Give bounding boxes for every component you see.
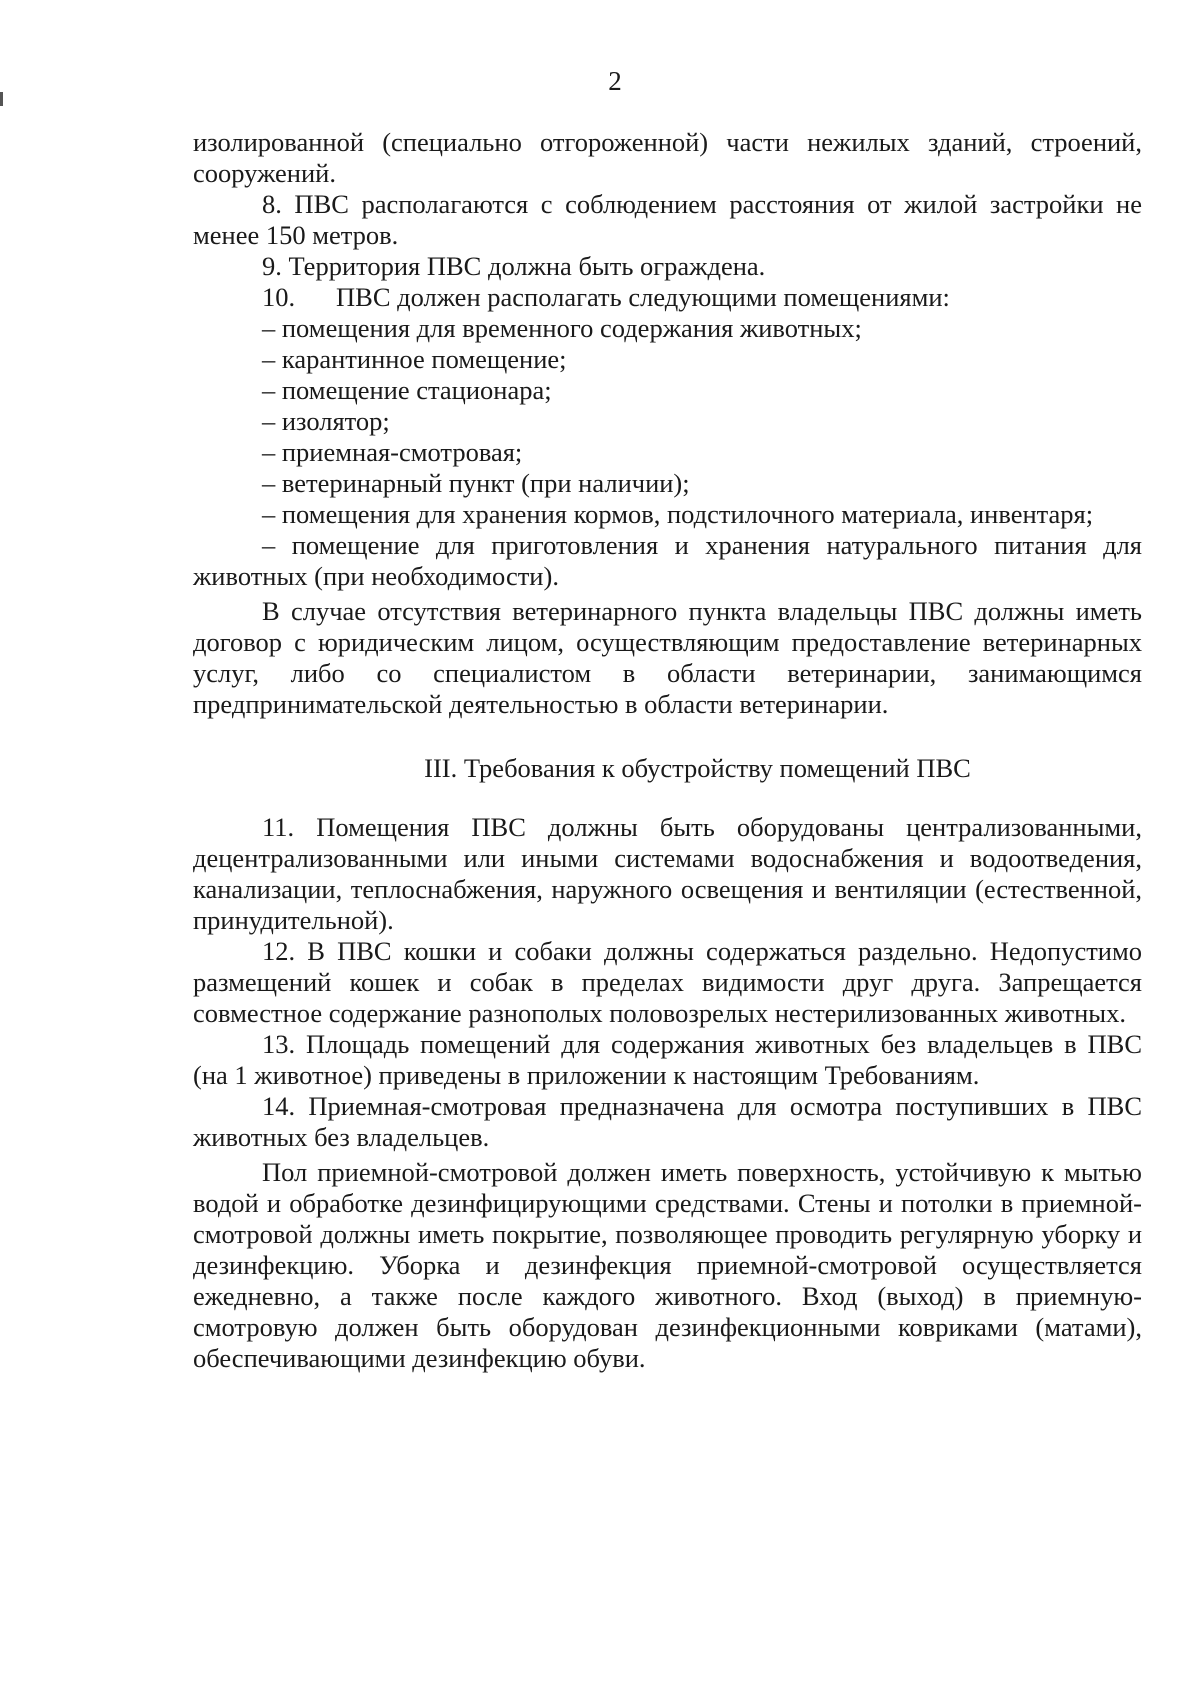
- paragraph-9: 9. Территория ПВС должна быть ограждена.: [262, 251, 766, 281]
- paragraph-14: 14. Приемная-смотровая предназначена для осмотра поступивших в ПВС животных без владельцев.: [193, 1091, 1142, 1152]
- paragraph-floor: Пол приемной-смотровой должен иметь поверхность, устойчивую к мытью водой и обработке дезинфицирующими средствами. Стены и потолки в приемной-смотровой должны иметь покрытие, позволяющее проводить регулярную уборку и дезинфекцию. Уборка и дезинфекция приемной-смотровой осуществляется ежедневно, а также после каждого животного. Вход (выход) в приемную-смотровую должен быть оборудован дезинфекционными ковриками (матами), обеспечивающими дезинфекцию обуви.: [193, 1157, 1142, 1373]
- list-item: – ветеринарный пункт (при наличии);: [262, 468, 690, 498]
- page-number: 2: [608, 66, 622, 96]
- list-item: – изолятор;: [262, 406, 390, 436]
- paragraph-13: 13. Площадь помещений для содержания животных без владельцев в ПВС (на 1 животное) приведены в приложении к настоящим Требованиям.: [193, 1029, 1142, 1090]
- list-item: – помещение для приготовления и хранения натурального питания для животных (при необходимости).: [193, 530, 1142, 591]
- document-body: [193, 127, 1142, 1374]
- paragraph-11: 11. Помещения ПВС должны быть оборудованы централизованными, децентрализованными или иными системами водоснабжения и водоотведения, канализации, теплоснабжения, наружного освещения и вентиляции (естественной, принудительной).: [193, 812, 1142, 935]
- list-item: – приемная-смотровая;: [262, 437, 523, 467]
- list-item: – помещение стационара;: [262, 375, 552, 405]
- paragraph-vet-contract: В случае отсутствия ветеринарного пункта владельцы ПВС должны иметь договор с юридическим лицом, осуществляющим предоставление ветеринарных услуг, либо со специалистом в области ветеринарии, занимающимся предпринимательской деятельностью в области ветеринарии.: [193, 596, 1142, 719]
- list-item: – помещения для хранения кормов, подстилочного материала, инвентаря;: [262, 499, 1094, 529]
- list-item: – карантинное помещение;: [262, 344, 567, 374]
- paragraph-10: [193, 282, 1142, 313]
- paragraph-12: 12. В ПВС кошки и собаки должны содержаться раздельно. Недопустимо размещений кошек и собак в пределах видимости друг друга. Запрещается совместное содержание разнополых половозрелых нестерилизованных животных.: [193, 936, 1142, 1028]
- paragraph-10-text: ПВС должен располагать следующими помещениями:: [336, 282, 950, 312]
- section-heading: III. Требования к обустройству помещений ПВС: [424, 753, 971, 783]
- paragraph-8: 8. ПВС располагаются с соблюдением расстояния от жилой застройки не менее 150 метров.: [193, 189, 1142, 250]
- paragraph-continuation: изолированной (специально отгороженной) части нежилых зданий, строений, сооружений.: [193, 127, 1142, 188]
- list-item: – помещения для временного содержания животных;: [262, 313, 862, 343]
- paragraph-10-number: 10.: [262, 282, 296, 312]
